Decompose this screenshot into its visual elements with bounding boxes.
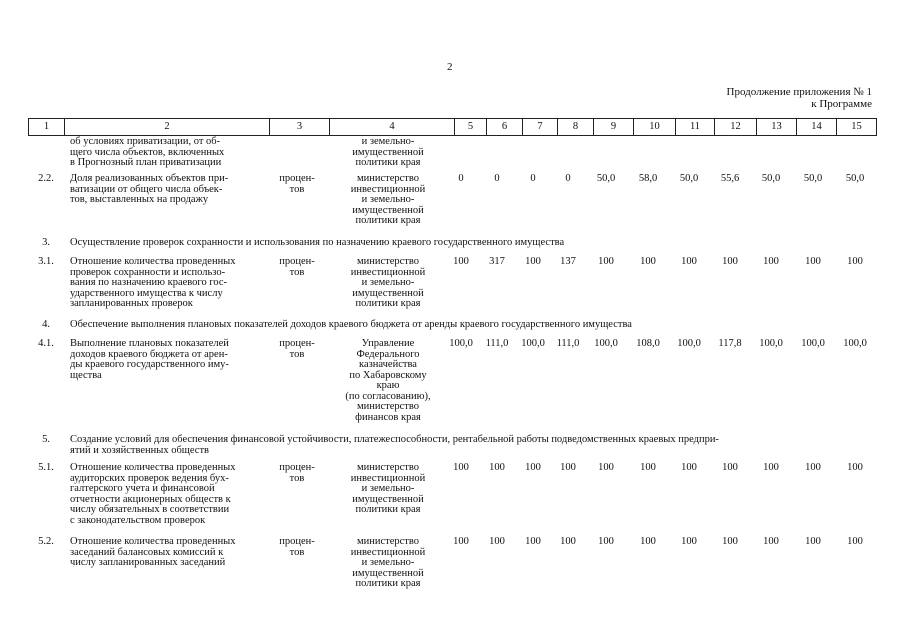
text-line: тов <box>289 266 305 278</box>
value-cell: 100,0 <box>801 338 825 349</box>
text-line: финансов края <box>355 411 421 423</box>
text-line: министерство <box>356 536 420 547</box>
value-cell: 100 <box>453 462 469 473</box>
value-cell: 108,0 <box>636 338 660 349</box>
text-line: министерство <box>356 256 420 267</box>
text-line: (по согласованию), <box>345 390 431 402</box>
text-line: министерство <box>356 173 420 184</box>
text-line: щества <box>70 369 102 381</box>
text-line: имущественной <box>352 204 424 216</box>
responsible-body <box>328 174 448 227</box>
value-cell: 50,0 <box>596 173 616 184</box>
text-line: доходов краевого бюджета от арен- <box>70 348 228 360</box>
header-row <box>29 119 877 136</box>
value-cell: 58,0 <box>638 173 658 184</box>
value-cell: 100 <box>640 536 656 547</box>
value-cell: 100 <box>681 462 697 473</box>
text-line: краю <box>376 380 400 391</box>
value-cell: 100 <box>763 462 779 473</box>
value-cell: 100 <box>681 256 697 267</box>
row-number: 5.2. <box>38 536 54 547</box>
continuation-note <box>727 86 872 110</box>
value-cell: 100 <box>598 536 614 547</box>
text-line: процен- <box>279 256 315 267</box>
value-cell: 100 <box>681 536 697 547</box>
text-line: политики края <box>355 215 421 226</box>
value-cell: 100,0 <box>449 338 473 349</box>
text-line: по Хабаровскому <box>349 369 427 381</box>
text-line: и земельно- <box>361 483 415 494</box>
value-cell: 100,0 <box>521 338 545 349</box>
value-cell: 100 <box>453 536 469 547</box>
value-cell: 50,0 <box>679 173 699 184</box>
text-line: тов <box>289 472 305 484</box>
value-cell: 100 <box>763 536 779 547</box>
text-line: в Прогнозный план приватизации <box>70 157 222 168</box>
text-line: заседаний балансовых комиссий к <box>70 546 224 558</box>
value-cell: 100,0 <box>843 338 867 349</box>
header-col-6: 6 <box>487 119 523 136</box>
value-cell: 100 <box>722 256 738 267</box>
row-number: 4. <box>42 319 50 330</box>
text-line: процен- <box>279 462 315 473</box>
text-line: политики края <box>355 504 421 515</box>
text-line: и земельно- <box>361 557 415 568</box>
value-cell: 100,0 <box>677 338 701 349</box>
text-line: имущественной <box>352 493 424 505</box>
text-line: имущественной <box>352 287 424 299</box>
value-cell: 100 <box>560 536 576 547</box>
text-line: с законодательством проверок <box>70 514 206 526</box>
header-col-9: 9 <box>594 119 634 136</box>
text-line: числу запланированных заседаний <box>70 557 226 568</box>
value-cell: 117,8 <box>718 338 742 349</box>
indicator-name <box>70 174 268 206</box>
header-col-2: 2 <box>65 119 270 136</box>
value-cell: 0 <box>530 173 536 184</box>
section-title <box>70 238 870 249</box>
text-line: процен- <box>279 338 315 349</box>
text-line: имущественной <box>352 567 424 579</box>
row-number: 3.1. <box>38 256 54 267</box>
value-cell: 100,0 <box>594 338 618 349</box>
continued-responsible <box>328 137 448 169</box>
header-col-11: 11 <box>676 119 715 136</box>
text-line: политики края <box>355 298 421 309</box>
text-line: тов <box>289 348 305 360</box>
value-cell: 100 <box>489 462 505 473</box>
value-cell: 100 <box>847 462 863 473</box>
row-number: 4.1. <box>38 338 54 349</box>
value-cell: 100 <box>525 462 541 473</box>
text-line: ударственного имущества к числу <box>70 287 223 299</box>
value-cell: 0 <box>565 173 571 184</box>
text-line: галтерского учета и финансовой <box>70 483 215 494</box>
text-line: инвестиционной <box>350 472 426 484</box>
text-line: числу обязательных в соответствии <box>70 504 230 515</box>
text-line: запланированных проверок <box>70 298 193 309</box>
text-line: имущественной <box>352 146 424 158</box>
value-cell: 50,0 <box>803 173 823 184</box>
indicator-name <box>70 537 268 569</box>
text-line: щего числа объектов, включенных <box>70 146 225 158</box>
value-cell: 317 <box>489 256 505 267</box>
header-col-13: 13 <box>757 119 797 136</box>
responsible-body <box>328 339 448 423</box>
text-line: тов <box>289 183 305 195</box>
value-cell: 55,6 <box>720 173 740 184</box>
section-title <box>70 320 870 331</box>
continuation-line-1: Продолжение приложения № 1 <box>726 86 872 98</box>
value-cell: 100 <box>847 256 863 267</box>
continued-name <box>70 137 268 169</box>
header-col-15: 15 <box>837 119 877 136</box>
value-cell: 100 <box>525 536 541 547</box>
value-cell: 100 <box>722 462 738 473</box>
value-cell: 137 <box>560 256 576 267</box>
text-line: аудиторских проверок ведения бух- <box>70 472 229 484</box>
text-line: министерство <box>356 401 420 412</box>
value-cell: 100 <box>489 536 505 547</box>
unit-of-measure <box>270 339 324 360</box>
value-cell: 0 <box>494 173 500 184</box>
value-cell: 100 <box>640 462 656 473</box>
text-line: Отношение количества проведенных <box>70 256 236 267</box>
value-cell: 0 <box>458 173 464 184</box>
text-line: отчетности акционерных обществ к <box>70 493 231 505</box>
text-line: Отношение количества проведенных <box>70 536 236 547</box>
text-line: ды краевого государственного иму- <box>70 359 229 370</box>
text-line: казначейства <box>359 359 417 370</box>
unit-of-measure <box>270 463 324 484</box>
value-cell: 100 <box>763 256 779 267</box>
row-number: 3. <box>42 237 50 248</box>
text-line: Федерального <box>356 348 420 360</box>
value-cell: 111,0 <box>556 338 580 349</box>
unit-of-measure <box>270 174 324 195</box>
value-cell: 100,0 <box>759 338 783 349</box>
header-col-8: 8 <box>558 119 594 136</box>
header-col-4: 4 <box>330 119 455 136</box>
value-cell: 100 <box>640 256 656 267</box>
header-col-14: 14 <box>797 119 837 136</box>
value-cell: 100 <box>598 256 614 267</box>
value-cell: 100 <box>805 536 821 547</box>
indicator-name <box>70 339 268 381</box>
text-line: вания по назначению краевого гос- <box>70 277 228 288</box>
text-line: Отношение количества проведенных <box>70 462 236 473</box>
text-line: инвестиционной <box>350 546 426 558</box>
value-cell: 100 <box>525 256 541 267</box>
text-line: об условиях приватизации, от об- <box>70 136 221 147</box>
text-line: проверок сохранности и использо- <box>70 266 226 278</box>
text-line: министерство <box>356 462 420 473</box>
text-line: Управление <box>361 338 415 349</box>
column-header-table <box>28 118 877 136</box>
page-number: 2 <box>447 61 453 73</box>
section-title <box>70 435 870 456</box>
unit-of-measure <box>270 257 324 278</box>
header-col-5: 5 <box>455 119 487 136</box>
text-line: Доля реализованных объектов при- <box>70 173 229 184</box>
value-cell: 100 <box>805 256 821 267</box>
value-cell: 50,0 <box>761 173 781 184</box>
value-cell: 50,0 <box>845 173 865 184</box>
text-line: и земельно- <box>361 194 415 205</box>
value-cell: 100 <box>847 536 863 547</box>
text-line: и земельно- <box>361 277 415 288</box>
section-title-line: Создание условий для обеспечения финансовой устойчивости, платежеспособности, рентабельной работы подведомственных краевых предпри- <box>70 434 719 445</box>
header-col-12: 12 <box>715 119 757 136</box>
value-cell: 100 <box>805 462 821 473</box>
unit-of-measure <box>270 537 324 558</box>
section-title-line: ятий и хозяйственных обществ <box>70 444 210 456</box>
value-cell: 100 <box>560 462 576 473</box>
text-line: инвестиционной <box>350 266 426 278</box>
continuation-line-2: к Программе <box>811 98 872 110</box>
section-title-line: Осуществление проверок сохранности и использования по назначению краевого государственного имущества <box>70 237 565 248</box>
value-cell: 111,0 <box>485 338 509 349</box>
value-cell: 100 <box>453 256 469 267</box>
indicator-name <box>70 463 268 526</box>
row-number: 2.2. <box>38 173 54 184</box>
responsible-body <box>328 257 448 310</box>
header-col-10: 10 <box>634 119 676 136</box>
text-line: политики края <box>355 578 421 589</box>
header-col-1: 1 <box>29 119 65 136</box>
header-col-7: 7 <box>523 119 558 136</box>
responsible-body <box>328 463 448 516</box>
row-number: 5. <box>42 434 50 445</box>
header-col-3: 3 <box>270 119 330 136</box>
value-cell: 100 <box>722 536 738 547</box>
text-line: политики края <box>355 157 421 168</box>
text-line: тов, выставленных на продажу <box>70 194 209 205</box>
text-line: и земельно- <box>361 136 415 147</box>
text-line: ватизации от общего числа объек- <box>70 183 223 195</box>
text-line: инвестиционной <box>350 183 426 195</box>
value-cell: 100 <box>598 462 614 473</box>
text-line: процен- <box>279 173 315 184</box>
responsible-body <box>328 537 448 590</box>
section-title-line: Обеспечение выполнения плановых показателей доходов краевого бюджета от аренды краевого государственного имущества <box>70 319 632 330</box>
text-line: процен- <box>279 536 315 547</box>
indicator-name <box>70 257 268 310</box>
text-line: Выполнение плановых показателей <box>70 338 229 349</box>
row-number: 5.1. <box>38 462 54 473</box>
text-line: тов <box>289 546 305 558</box>
